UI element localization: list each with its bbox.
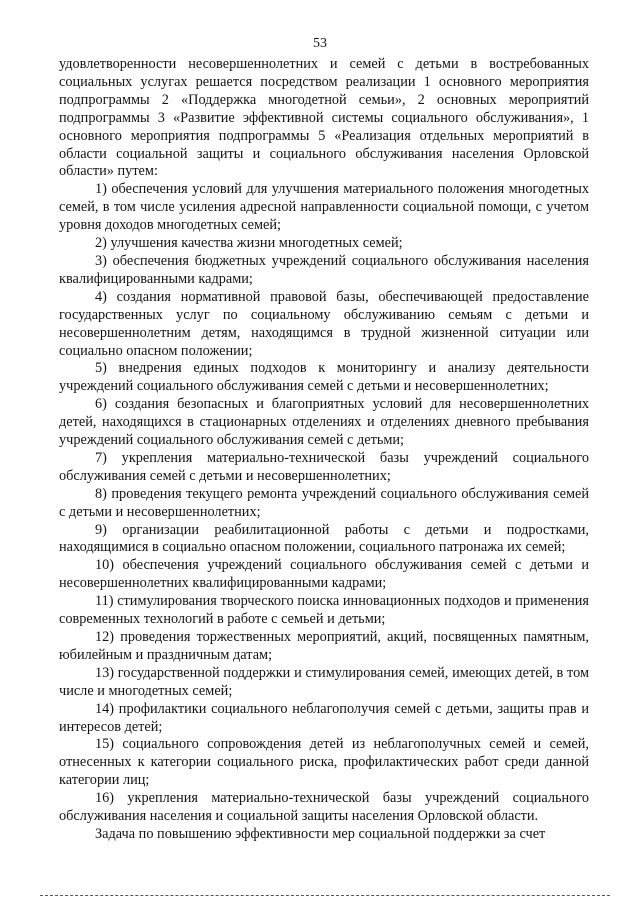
list-item-16: 16) укрепления материально-технической базы учреждений социального обслуживания населения и социальной защиты населения Орловской области. xyxy=(59,790,589,825)
list-item-9: 9) организации реабилитационной работы с детьми и подростками, находящимися в социально опасном положении, социального патронажа их семей; xyxy=(59,521,589,556)
paragraph-task: Задача по повышению эффективности мер социальной поддержки за счет xyxy=(95,825,546,842)
document-body xyxy=(59,56,589,844)
list-item-13: 13) государственной поддержки и стимулирования семей, имеющих детей, в том числе и многодетных семей; xyxy=(59,664,589,699)
list-item-11: 11) стимулирования творческого поиска инновационных подходов и применения современных технологий в работе с семьей и детьми; xyxy=(59,593,589,628)
list-item-8: 8) проведения текущего ремонта учреждений социального обслуживания семей с детьми и несовершеннолетних; xyxy=(59,485,589,520)
list-item-5: 5) внедрения единых подходов к мониторингу и анализу деятельности учреждений социального обслуживания семей с детьми и несовершеннолетних; xyxy=(59,360,589,395)
list-item-14: 14) профилактики социального неблагополучия семей с детьми, защиты прав и интересов детей; xyxy=(59,700,589,735)
list-item-2: 2) улучшения качества жизни многодетных семей; xyxy=(95,235,403,252)
list-item-15: 15) социального сопровождения детей из неблагополучных семей и семей, отнесенных к категории социального риска, профилактических работ среди данной категории лиц; xyxy=(59,736,589,789)
list-item-1: 1) обеспечения условий для улучшения материального положения многодетных семей, в том числе усиления адресной направленности социальной помощи, с учетом уровня доходов многодетных семей; xyxy=(59,181,589,234)
list-item-7: 7) укрепления материально-технической базы учреждений социального обслуживания семей с детьми и несовершеннолетних; xyxy=(59,449,589,484)
list-item-10: 10) обеспечения учреждений социального обслуживания семей с детьми и несовершеннолетних квалифицированными кадрами; xyxy=(59,557,589,592)
page-number: 53 xyxy=(313,36,327,51)
list-item-12: 12) проведения торжественных мероприятий, акций, посвященных памятным, юбилейным и праздничным датам; xyxy=(59,629,589,663)
scan-edge-divider xyxy=(40,895,610,897)
list-item-3: 3) обеспечения бюджетных учреждений социального обслуживания населения квалифицированными кадрами; xyxy=(59,252,589,287)
paragraph-intro: удовлетворенности несовершеннолетних и семей с детьми в востребованных социальных услугах решается посредством реализации 1 основного мероприятия подпрограммы 2 «Поддержка многодетной семьи», 2 основных мероприятий подпрограммы 3 «Развитие эффективной системы социального обслуживания», 1 основного мероприятия подпрограммы 5 «Реализация отдельных мероприятий в области социальной защиты и социального обслуживания населения Орловской области» путем: xyxy=(59,56,589,180)
list-item-4: 4) создания нормативной правовой базы, обеспечивающей предоставление государственных услуг по социальному обслуживанию семьям с детьми и несовершеннолетним детям, находящимся в трудной жизненной ситуации или социально опасном положении; xyxy=(59,288,589,359)
list-item-6: 6) создания безопасных и благоприятных условий для несовершеннолетних детей, находящихся в стационарных отделениях и отделениях дневного пребывания учреждений социального обслуживания семей с детьми; xyxy=(59,396,589,449)
